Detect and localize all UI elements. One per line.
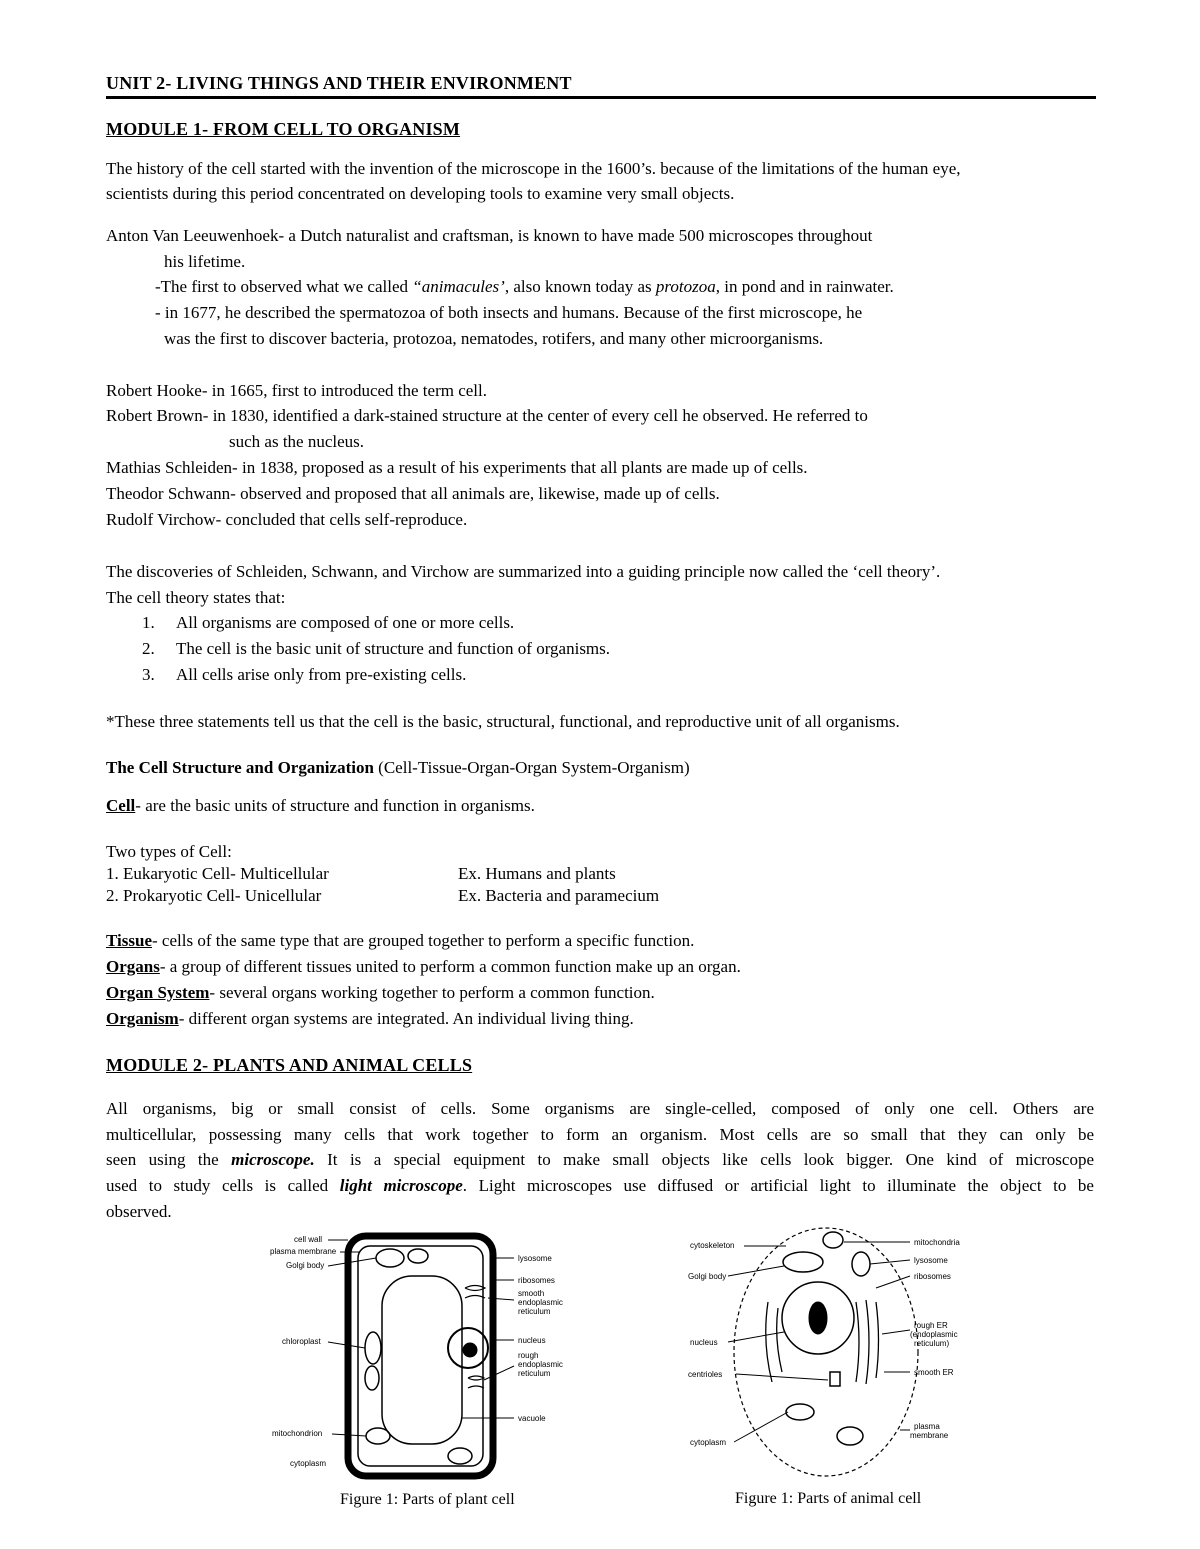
animal-labels — [688, 1238, 960, 1447]
schwann-line: Theodor Schwann- observed and proposed that all animals are, likewise, made up of cells. — [106, 484, 720, 503]
animal-label-cytoplasm: cytoplasm — [690, 1438, 727, 1447]
animal-rough-er — [856, 1300, 879, 1384]
para-4-a: used to study cells is called — [106, 1176, 340, 1195]
animal-label-ribosomes: ribosomes — [914, 1272, 951, 1281]
animal-lysosome — [852, 1252, 870, 1276]
cell-definition — [106, 795, 535, 817]
structure-title: The Cell Structure and Organization — [106, 758, 374, 777]
animal-label-rough-er-2: (endoplasmic — [910, 1330, 958, 1339]
organism-def: - different organ systems are integrated. An individual living thing. — [178, 1009, 634, 1028]
plant-label-rough: rough — [518, 1351, 539, 1360]
module1-title: MODULE 1- FROM CELL TO ORGANISM — [106, 119, 461, 139]
plant-label-lysosome: lysosome — [518, 1254, 552, 1263]
animal-label-lysosome: lysosome — [914, 1256, 948, 1265]
theory-intro-1: The discoveries of Schleiden, Schwann, and Virchow are summarized into a guiding principle now called the ‘cell theory’. — [106, 562, 941, 581]
plant-label-nucleus: nucleus — [518, 1336, 546, 1345]
protozoa-term: protozoa — [655, 277, 716, 296]
animal-label-plasma: plasma — [914, 1422, 940, 1431]
types-title: Two types of Cell: — [106, 842, 232, 861]
tissue-def: - cells of the same type that are grouped together to perform a specific function. — [152, 931, 695, 950]
theory-intro-2: The cell theory states that: — [106, 588, 286, 607]
module2-title: MODULE 2- PLANTS AND ANIMAL CELLS — [106, 1055, 473, 1075]
animal-smooth-er — [766, 1302, 782, 1382]
leeuwenhoek-line-1: Anton Van Leeuwenhoek- a Dutch naturalist and craftsman, is known to have made 500 microscopes throughout — [106, 226, 873, 245]
theory-item-3-num: 3. — [142, 665, 155, 684]
type-2-example: Ex. Bacteria and paramecium — [458, 886, 660, 905]
animal-label-smooth-er: smooth ER — [914, 1368, 954, 1377]
microscope-term: microscope. — [231, 1150, 315, 1169]
plant-label-cytoplasm: cytoplasm — [290, 1459, 327, 1468]
organs-term: Organs — [106, 957, 160, 976]
animal-mitochondria — [823, 1232, 843, 1248]
plant-nucleolus — [463, 1343, 477, 1357]
schleiden-line: Mathias Schleiden- in 1838, proposed as a result of his experiments that all plants are made up of cells. — [106, 458, 808, 477]
plant-cell-diagram — [270, 1228, 580, 1488]
organism-term: Organism — [106, 1009, 179, 1028]
animal-centrioles — [830, 1372, 840, 1386]
leeuwenhoek-line-3 — [155, 276, 894, 298]
plant-labels — [270, 1235, 563, 1468]
leeuwenhoek-line-3-e: , in pond and in rainwater. — [715, 277, 894, 296]
theory-item-2-num: 2. — [142, 639, 155, 658]
plant-label-ribosomes: ribosomes — [518, 1276, 555, 1285]
organs-def: - a group of different tissues united to perform a common function make up an organ. — [159, 957, 741, 976]
animal-organelle-1 — [786, 1404, 814, 1420]
animal-label-membrane: membrane — [910, 1431, 949, 1440]
hooke-line: Robert Hooke- in 1665, first to introduced the term cell. — [106, 381, 487, 400]
plant-smooth-er — [465, 1286, 485, 1299]
type-1-name: 1. Eukaryotic Cell- Multicellular — [106, 864, 329, 883]
plant-mitochondrion — [366, 1428, 390, 1444]
brown-line-1: Robert Brown- in 1830, identified a dark-stained structure at the center of every cell he observed. He referred to — [106, 406, 868, 425]
plant-chloroplast — [365, 1332, 381, 1364]
para-4-c: . Light microscopes use diffused or artificial light to illuminate the object to be — [462, 1176, 1094, 1195]
structure-heading — [106, 757, 690, 779]
plant-chloroplast-2 — [365, 1366, 379, 1390]
animal-nucleolus — [809, 1302, 827, 1334]
plant-label-vacuole: vacuole — [518, 1414, 546, 1423]
structure-sub: (Cell-Tissue-Organ-Organ System-Organism) — [373, 758, 690, 777]
plant-label-chloroplast: chloroplast — [282, 1337, 321, 1346]
theory-item-2: The cell is the basic unit of structure and function of organisms. — [176, 639, 611, 658]
level-tissue — [106, 930, 694, 952]
theory-item-1: All organisms are composed of one or more cells. — [176, 613, 515, 632]
module2-para-line-2: multicellular, possessing many cells that work together to form an organism. Most cells are so small that they can only be — [106, 1125, 1094, 1144]
plant-label-rough-er-2: endoplasmic — [518, 1360, 563, 1369]
animal-cell-diagram — [688, 1222, 968, 1484]
brown-line-2: such as the nucleus. — [229, 432, 365, 451]
module2-para-line-3 — [106, 1147, 1094, 1173]
plant-label-smooth-er-2: endoplasmic — [518, 1298, 563, 1307]
title-rule — [106, 96, 1096, 99]
leeuwenhoek-line-5: was the first to discover bacteria, protozoa, nematodes, rotifers, and many other microorganisms. — [164, 329, 824, 348]
light-microscope-term: light microscope — [339, 1176, 463, 1195]
plant-cell-caption: Figure 1: Parts of plant cell — [340, 1491, 515, 1508]
plant-organelle-bottom — [448, 1448, 472, 1464]
animal-golgi-body — [783, 1252, 823, 1272]
module2-para-line-1: All organisms, big or small consist of cells. Some organisms are single-celled, composed of only one cell. Others are — [106, 1099, 1094, 1118]
animal-label-rough-er-3: reticulum) — [914, 1339, 950, 1348]
cell-term: Cell — [106, 796, 136, 815]
intro-line-1: The history of the cell started with the invention of the microscope in the 1600’s. because of the limitations of the human eye, — [106, 159, 961, 178]
animal-label-mitochondria: mitochondria — [914, 1238, 960, 1247]
leeuwenhoek-line-3-a: -The first to observed what we called — [155, 277, 413, 296]
leeuwenhoek-line-3-c: , also known today as — [504, 277, 656, 296]
plant-label-plasma-membrane: plasma membrane — [270, 1247, 337, 1256]
plant-golgi-body — [376, 1249, 404, 1267]
plant-rough-er — [468, 1376, 484, 1388]
animal-organelle-2 — [837, 1427, 863, 1445]
type-2-name: 2. Prokaryotic Cell- Unicellular — [106, 886, 322, 905]
plant-label-smooth-er-3: reticulum — [518, 1307, 551, 1316]
plant-label-rough-er-3: reticulum — [518, 1369, 551, 1378]
plant-label-smooth: smooth — [518, 1289, 545, 1298]
module2-para-line-4 — [106, 1173, 1094, 1199]
level-organs — [106, 956, 741, 978]
animal-leader-lines — [728, 1242, 910, 1442]
unit-title: UNIT 2- LIVING THINGS AND THEIR ENVIRONMENT — [106, 73, 572, 93]
level-organism — [106, 1008, 634, 1030]
theory-item-1-num: 1. — [142, 613, 155, 632]
plant-label-cell-wall: cell wall — [294, 1235, 323, 1244]
animal-cell-caption: Figure 1: Parts of animal cell — [735, 1490, 922, 1507]
theory-item-3: All cells arise only from pre-existing cells. — [176, 665, 467, 684]
organ-system-def: - several organs working together to perform a common function. — [209, 983, 655, 1002]
level-organ-system — [106, 982, 655, 1004]
module2-para-line-5: observed. — [106, 1202, 172, 1221]
animal-plasma-membrane — [734, 1228, 918, 1476]
plant-plasma-membrane — [358, 1246, 483, 1466]
animal-label-centrioles: centrioles — [688, 1370, 723, 1379]
tissue-term: Tissue — [106, 931, 152, 950]
cell-def: - are the basic units of structure and function in organisms. — [135, 796, 535, 815]
intro-line-2: scientists during this period concentrated on developing tools to examine very small objects. — [106, 184, 735, 203]
virchow-line: Rudolf Virchow- concluded that cells self-reproduce. — [106, 510, 468, 529]
plant-label-golgi-body: Golgi body — [286, 1261, 325, 1270]
plant-vacuole — [382, 1276, 462, 1444]
theory-note: *These three statements tell us that the cell is the basic, structural, functional, and reproductive unit of all organisms. — [106, 712, 900, 731]
organ-system-term: Organ System — [106, 983, 210, 1002]
plant-label-mitochondrion: mitochondrion — [272, 1429, 323, 1438]
type-1-example: Ex. Humans and plants — [458, 864, 616, 883]
leeuwenhoek-line-4: - in 1677, he described the spermatozoa of both insects and humans. Because of the first microscope, he — [155, 303, 863, 322]
para-3-c: It is a special equipment to make small objects like cells look bigger. One kind of microscope — [314, 1150, 1094, 1169]
animal-label-nucleus: nucleus — [690, 1338, 718, 1347]
animal-label-golgi-body: Golgi body — [688, 1272, 727, 1281]
animacules-term: “animacules’ — [412, 277, 505, 296]
plant-organelle-top — [408, 1249, 428, 1263]
animal-label-rough-er: rough ER — [914, 1321, 948, 1330]
para-3-a: seen using the — [106, 1150, 232, 1169]
leeuwenhoek-line-2: his lifetime. — [164, 252, 246, 271]
animal-label-cytoskeleton: cytoskeleton — [690, 1241, 735, 1250]
